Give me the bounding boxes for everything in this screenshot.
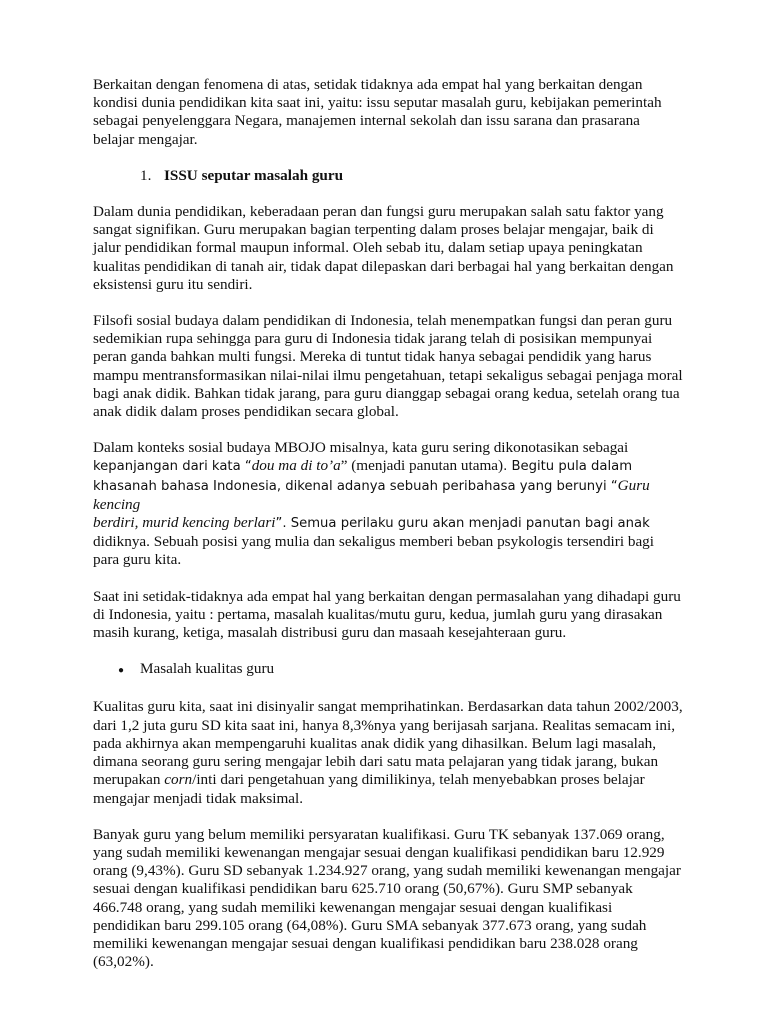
intro-paragraph: Berkaitan dengan fenomena di atas, setidak tidaknya ada empat hal yang berkaitan dengan kondisi dunia pendidikan kita saat ini, yaitu: issu seputar masalah guru, kebijakan pemerintah sebagai penyelenggara Negara, manajemen internal sekolah dan issu sarana dan prasarana belajar mengajar. (93, 76, 662, 148)
paragraph-filsofi: Filsofi sosial budaya dalam pendidikan di Indonesia, telah menempatkan fungsi dan peran guru sedemikian rupa sehingga para guru di Indonesia tidak jarang telah di posisikan mempunyai peran ganda bahkan multi fungsi. Mereka di tuntut tidak hanya sebagai pendidik yang harus mampu mentransformasikan nilai-nilai ilmu pengetahuan, tetapi sekaligus sebagai penjaga moral bagi anak didik. Bahkan tidak jarang, para guru dianggap sebagai orang kedua, setelah orang tua anak didik dalam proses pendidikan secara global. (93, 312, 683, 421)
mbojo-kepanjangan: kepanjangan dari kata “ (93, 459, 252, 475)
mbojo-phrase: dou ma di to’a (251, 457, 341, 475)
mbojo-line1: Dalam konteks sosial budaya MBOJO misalnya, kata guru sering dikonotasikan sebagai (93, 439, 629, 457)
document-body (93, 76, 683, 971)
mbojo-khasanah: khasanah bahasa Indonesia, dikenal adanya sebuah peribahasa yang berunyi “ (93, 478, 618, 494)
bullet-item (118, 660, 683, 680)
paragraph-empat-hal: Saat ini setidak-tidaknya ada empat hal yang berkaitan dengan permasalahan yang dihadapi guru di Indonesia, yaitu : pertama, masalah kualitas/mutu guru, kedua, jumlah guru yang dirasakan masih kurang, ketiga, masalah distribusi guru dan masaah kesejahteraan guru. (93, 587, 681, 642)
kualitas-text-after: /inti dari pengetahuan yang dimilikinya, telah menyebabkan proses belajar mengajar menjadi tidak maksimal. (93, 771, 645, 807)
section-title: ISSU seputar masalah guru (164, 166, 344, 184)
section-heading (140, 167, 683, 185)
mbojo-begitu: . Begitu pula dalam (503, 459, 633, 475)
peribahasa-part1: Guru kencing (93, 476, 650, 513)
paragraph-kualifikasi: Banyak guru yang belum memiliki persyaratan kualifikasi. Guru TK sebanyak 137.069 orang, yang sudah memiliki kewenangan mengajar sesuai dengan kualifikasi pendidikan baru 12.929 orang (9,43%). Guru SD sebanyak 1.234.927 orang, yang sudah memiliki kewenangan mengajar sesuai dengan kualifikasi pendidikan baru 625.710 orang (50,67%). Guru SMP sebanyak 466.748 orang, yang sudah memiliki kewenangan mengajar sesuai dengan kualifikasi pendidikan baru 299.105 orang (64,08%). Guru SMA sebanyak 377.673 orang, yang sudah memiliki kewenangan mengajar sesuai dengan kualifikasi pendidikan baru 238.028 orang (63,02%). (93, 825, 681, 971)
bullet-text: Masalah kualitas guru (140, 660, 275, 678)
paragraph-mbojo (93, 439, 683, 569)
corn-word: corn (164, 771, 193, 789)
section-number: 1. (140, 166, 152, 184)
bullet-icon: ● (118, 665, 125, 677)
paragraph-peran-guru: Dalam dunia pendidikan, keberadaan peran dan fungsi guru merupakan salah satu faktor yang sangat signifikan. Guru merupakan bagian terpenting dalam proses belajar mengajar, baik di jalur pendidikan formal maupun informal. Oleh sebab itu, dalam setiap upaya peningkatan kualitas pendidikan di tanah air, tidak dapat dilepaskan dari berbagai hal yang berkaitan dengan eksistensi guru itu sendiri. (93, 203, 674, 293)
mbojo-rest: didiknya. Sebuah posisi yang mulia dan sekaligus memberi beban psykologis tersendiri bagi para guru kita. (93, 533, 654, 569)
paragraph-kualitas (93, 698, 683, 807)
mbojo-semua: ”. Semua perilaku guru akan menjadi panutan bagi anak (275, 516, 650, 532)
peribahasa-part2: berdiri, murid kencing berlari (93, 514, 276, 532)
kualitas-text-before: Kualitas guru kita, saat ini disinyalir sangat memprihatinkan. Berdasarkan data tahun 2002/2003, dari 1,2 juta guru SD kita saat ini, hanya 8,3%nya yang berijasah sarjana. Realitas semacam ini, pada akhirnya akan mempengaruhi kualitas anak didik yang dihasilkan. Belum lagi masalah, dimana seorang guru sering mengajar lebih dari satu mata pelajaran yang tidak jarang, bukan merupakan (93, 698, 683, 789)
mbojo-menjadi: ” (menjadi panutan utama) (340, 457, 504, 475)
